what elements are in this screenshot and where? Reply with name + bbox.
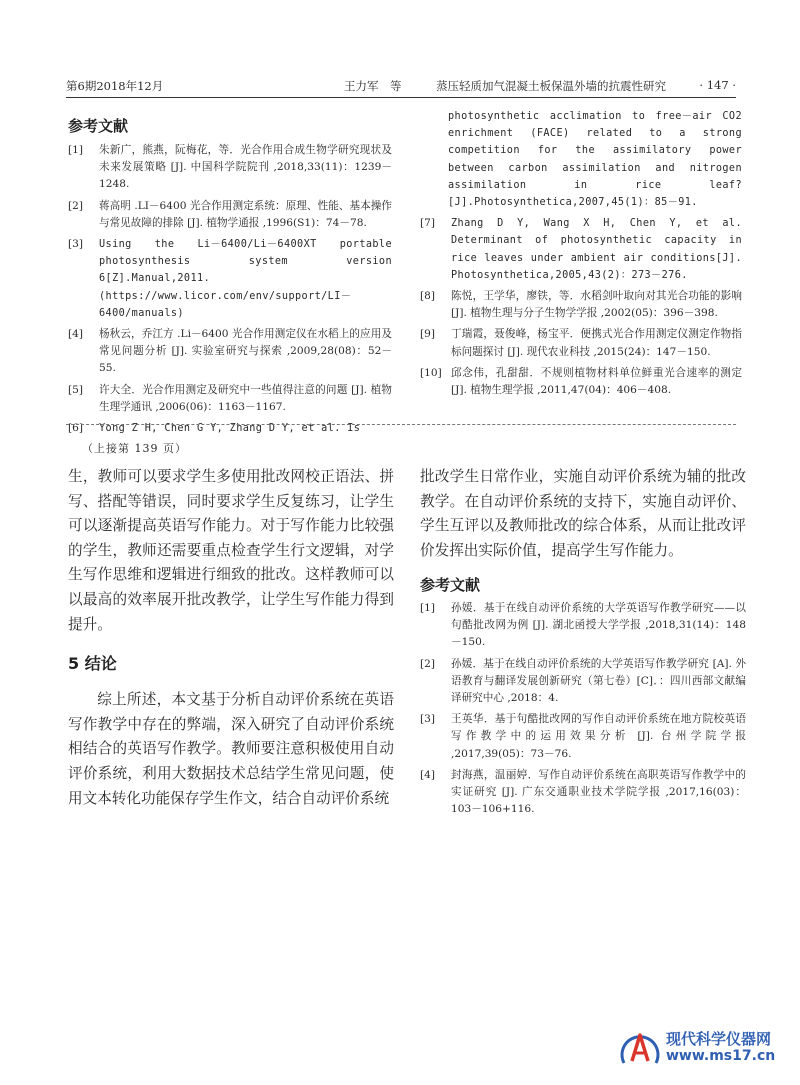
bottom-references [420, 600, 746, 822]
header-authors: 王力军 等 [344, 79, 402, 93]
body-left-column [68, 465, 394, 811]
reference-text: 陈悦，王学华，廖铁，等．水稻剑叶取向对其光合功能的影响 [J]. 植物生理与分子生物学学报 ,2002(05)：396－398. [451, 290, 742, 320]
reference-text: 丁瑞霞，聂俊峰，杨宝平．便携式光合作用测定仪测定作物指标问题探讨 [J]. 现代农业科技 ,2015(24)：147－150. [451, 328, 742, 358]
reference-number: [4] [420, 768, 436, 781]
reference-item [68, 420, 392, 437]
continued-from-label: （上接第 139 页） [82, 442, 187, 455]
reference-text: 杨秋云，乔江方 .Li－6400 光合作用测定仪在水稻上的应用及常见问题分析 [J]. 实验室研究与探索 ,2009,28(08)：52－55. [99, 328, 392, 375]
bottom-references-heading: 参考文献 [420, 576, 481, 594]
watermark-url: www.ms17.cn [666, 1048, 776, 1064]
reference-text: Using the Li－6400/Li－6400XT portable photosynthesis system version 6[Z].Manual,2011. (https://www.licor.com/env/support/LI－6400/manuals) [99, 239, 392, 319]
page-number: · 147 · [699, 78, 736, 92]
journal-issue: 第6期2018年12月 [66, 79, 164, 93]
reference-text: 孙媛．基于在线自动评价系统的大学英语写作教学研究——以句酷批改网为例 [J]. 湖北函授大学学报 ,2018,31(14)：148－150. [451, 602, 746, 649]
reference-number: [9] [420, 328, 436, 341]
reference-text: 蒋高明 .LI－6400 光合作用测定系统：原理、性能、基本操作与常见故障的排除 [J]. 植物学通报 ,1996(S1)：74－78. [99, 199, 392, 229]
reference-number: [3] [68, 238, 84, 251]
reference-item [68, 142, 392, 194]
reference-item [420, 288, 742, 322]
reference-text: photosynthetic acclimation to free－air CO2 enrichment (FACE) related to a strong competition for the assimilatory power between carbon assimilation and nitrogen assimilation in rice leaf?[J].Photosynthetica,2007,45(1)：85－91. [448, 111, 742, 209]
watermark-site-name: 现代科学仪器网 [666, 1030, 772, 1048]
site-watermark [618, 1025, 788, 1069]
reference-number: [3] [420, 713, 436, 726]
reference-item [420, 656, 746, 708]
reference-text: 邱念伟，孔甜甜．不规则植物材料单位鲜重光合速率的测定 [J]. 植物生理学报 ,2011,47(04)：406－408. [451, 366, 742, 397]
reference-text: Zhang D Y, Wang X H, Chen Y, et al. Determinant of photosynthetic capacity in rice leaves under ambient air conditions[J]. Photosynthetica,2005,43(2)：273－276. [451, 218, 742, 281]
reference-item [420, 767, 746, 819]
running-header [66, 78, 736, 96]
reference-number: [1] [68, 144, 84, 156]
reference-text: Yong Z H, Chen G Y, Zhang D Y, et al. Is [99, 423, 361, 435]
reference-item [420, 711, 746, 763]
body-paragraph: 综上所述，本文基于分析自动评价系统在英语写作教学中存在的弊端，深入研究了自动评价系统相结合的英语写作教学。教师要注意积极使用自动评价系统，利用大数据技术总结学生常见问题，使用文本转化功能保存学生作文，结合自动评价系统 [68, 691, 394, 807]
reference-text: 王英华．基于句酷批改网的写作自动评价系统在地方院校英语写作教学中的运用效果分析 [J]. 台州学院学报 ,2017,39(05)：73－76. [451, 713, 746, 760]
article-separator [66, 424, 736, 425]
reference-text: 封海燕，温丽婷．写作自动评价系统在高职英语写作教学中的实证研究 [J]. 广东交通职业技术学院学报 ,2017,16(03)：103－106+116. [451, 768, 746, 816]
instrument-logo-icon [618, 1025, 662, 1069]
reference-item [68, 382, 392, 416]
reference-number: [5] [68, 383, 84, 396]
reference-item [420, 365, 742, 399]
reference-continuation [420, 108, 742, 211]
top-references-right [420, 108, 742, 403]
reference-item [420, 326, 742, 360]
body-paragraph: 生，教师可以要求学生多使用批改网校正语法、拼写、搭配等错误，同时要求学生反复练习，让学生可以逐渐提高英语写作能力。对于写作能力比较强的学生，教师还需要重点检查学生行文逻辑，对学生写作思维和逻辑进行细致的批改。这样教师可以以最高的效率展开批改教学，让学生写作能力得到提升。 [68, 468, 394, 633]
top-references-left [68, 142, 392, 441]
reference-item [68, 198, 392, 232]
reference-text: 许大全．光合作用测定及研究中一些值得注意的问题 [J]. 植物生理学通讯 ,2006(06)：1163－1167. [99, 383, 392, 413]
section-heading: 5 结论 [68, 654, 117, 674]
reference-number: [1] [420, 602, 436, 614]
body-paragraph: 批改学生日常作业，实施自动评价系统为辅的批改教学。在自动评价系统的支持下，实施自动评价、学生互评以及教师批改的综合体系，从而让批改评价发挥出实际价值，提高学生写作能力。 [420, 468, 746, 559]
header-rule [66, 97, 736, 98]
reference-item [68, 326, 392, 378]
reference-item [420, 215, 742, 284]
reference-number: [6] [68, 422, 84, 435]
reference-number: [2] [420, 657, 436, 670]
reference-number: [7] [420, 217, 436, 230]
reference-text: 孙媛．基于在线自动评价系统的大学英语写作教学研究 [A]. 外语教育与翻译发展创新研究（第七卷）[C]．：四川西部文献编译研究中心 ,2018：4. [451, 657, 746, 705]
reference-item [420, 600, 746, 652]
body-right-column [420, 465, 746, 563]
reference-item [68, 236, 392, 322]
reference-number: [10] [420, 366, 442, 379]
reference-number: [4] [68, 328, 84, 341]
reference-number: [2] [68, 199, 84, 212]
header-article-title: 蒸压轻质加气混凝土板保温外墙的抗震性研究 [436, 79, 666, 93]
top-references-heading: 参考文献 [68, 117, 129, 135]
reference-number: [8] [420, 290, 436, 303]
reference-text: 朱新广，熊燕，阮梅花，等．光合作用合成生物学研究现状及未来发展策略 [J]. 中国科学院院刊 ,2018,33(11)：1239－1248. [99, 144, 392, 191]
